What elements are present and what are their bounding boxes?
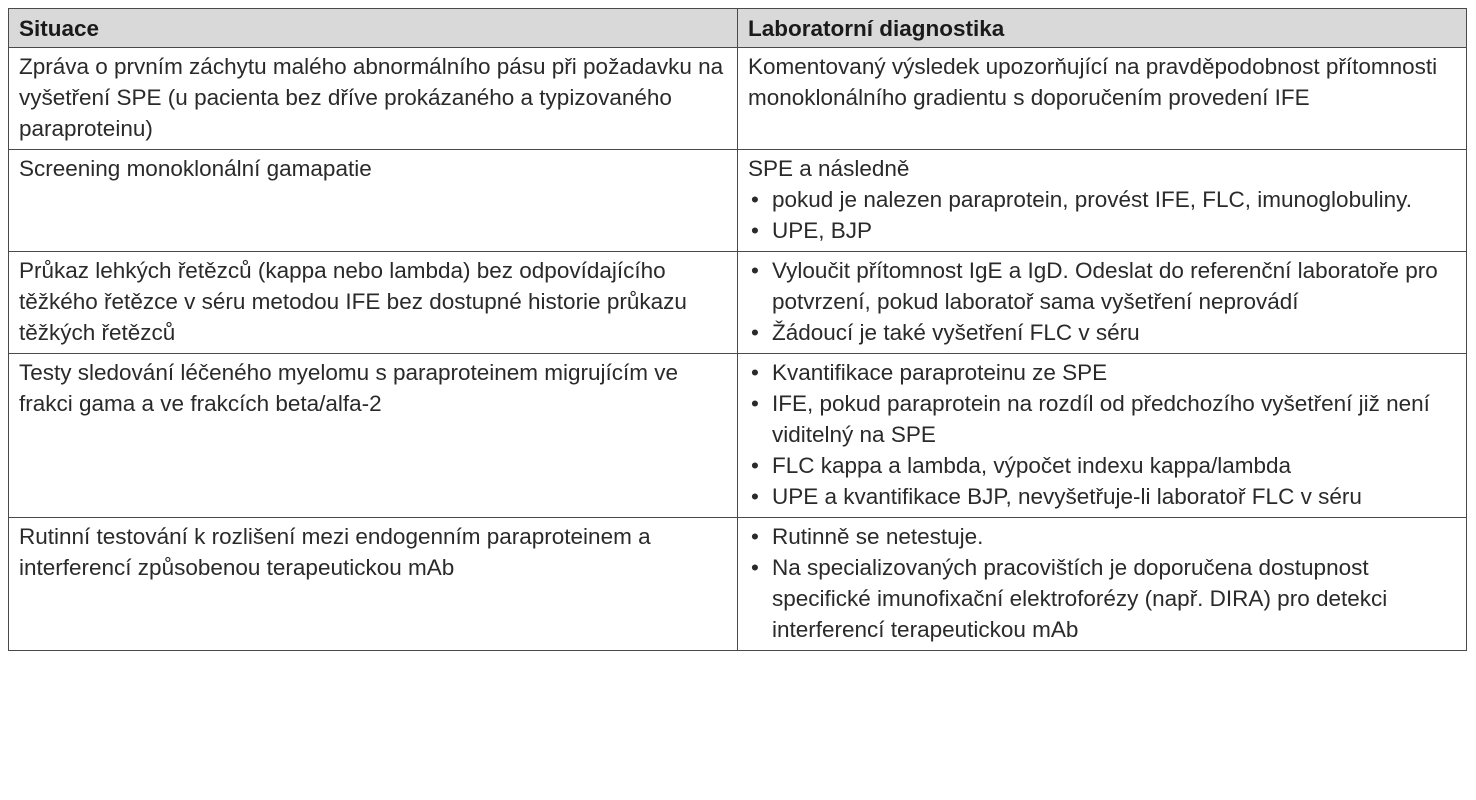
diagnostics-cell xyxy=(738,48,1467,150)
diagnostics-cell xyxy=(738,354,1467,518)
list-item: • IFE, pokud paraprotein na rozdíl od předchozího vyšetření již není viditelný na SPE xyxy=(748,388,1456,450)
situation-cell: Rutinní testování k rozlišení mezi endogenním paraproteinem a interferencí způsobenou terapeutickou mAb xyxy=(9,518,738,651)
diagnostics-list xyxy=(748,184,1456,246)
header-situation: Situace xyxy=(9,9,738,48)
situation-cell: Průkaz lehkých řetězců (kappa nebo lambda) bez odpovídajícího těžkého řetězce v séru metodou IFE bez dostupné historie průkazu těžkých řetězců xyxy=(9,252,738,354)
diagnostics-cell xyxy=(738,252,1467,354)
list-item: • Vyloučit přítomnost IgE a IgD. Odeslat do referenční laboratoře pro potvrzení, pokud laboratoř sama vyšetření neprovádí xyxy=(748,255,1456,317)
table-row xyxy=(9,354,1467,518)
diagnostics-table xyxy=(8,8,1467,651)
diagnostics-intro: SPE a následně xyxy=(748,156,910,181)
list-item: • Žádoucí je také vyšetření FLC v séru xyxy=(748,317,1456,348)
situation-cell: Screening monoklonální gamapatie xyxy=(9,150,738,252)
list-item: • pokud je nalezen paraprotein, provést IFE, FLC, imunoglobuliny. xyxy=(748,184,1456,215)
situation-cell: Zpráva o prvním záchytu malého abnormálního pásu při požadavku na vyšetření SPE (u pacienta bez dříve prokázaného a typizovaného paraproteinu) xyxy=(9,48,738,150)
list-item: • UPE, BJP xyxy=(748,215,1456,246)
list-item: • Kvantifikace paraproteinu ze SPE xyxy=(748,357,1456,388)
table-row xyxy=(9,48,1467,150)
table-header-row xyxy=(9,9,1467,48)
diagnostics-list xyxy=(748,521,1456,645)
header-lab-diagnostics: Laboratorní diagnostika xyxy=(738,9,1467,48)
situation-cell: Testy sledování léčeného myelomu s paraproteinem migrujícím ve frakci gama a ve frakcích beta/alfa-2 xyxy=(9,354,738,518)
diagnostics-list xyxy=(748,357,1456,512)
list-item: • Rutinně se netestuje. xyxy=(748,521,1456,552)
diagnostics-cell xyxy=(738,150,1467,252)
list-item: • UPE a kvantifikace BJP, nevyšetřuje-li laboratoř FLC v séru xyxy=(748,481,1456,512)
diagnostics-cell xyxy=(738,518,1467,651)
table-row xyxy=(9,150,1467,252)
diagnostics-table-container xyxy=(8,8,1466,651)
table-row xyxy=(9,518,1467,651)
table-row xyxy=(9,252,1467,354)
list-item: • FLC kappa a lambda, výpočet indexu kappa/lambda xyxy=(748,450,1456,481)
list-item: • Na specializovaných pracovištích je doporučena dostupnost specifické imunofixační elektroforézy (např. DIRA) pro detekci interferencí terapeutickou mAb xyxy=(748,552,1456,645)
diagnostics-list xyxy=(748,255,1456,348)
diagnostics-text: Komentovaný výsledek upozorňující na pravděpodobnost přítomnosti monoklonálního gradientu s doporučením provedení IFE xyxy=(748,54,1438,110)
